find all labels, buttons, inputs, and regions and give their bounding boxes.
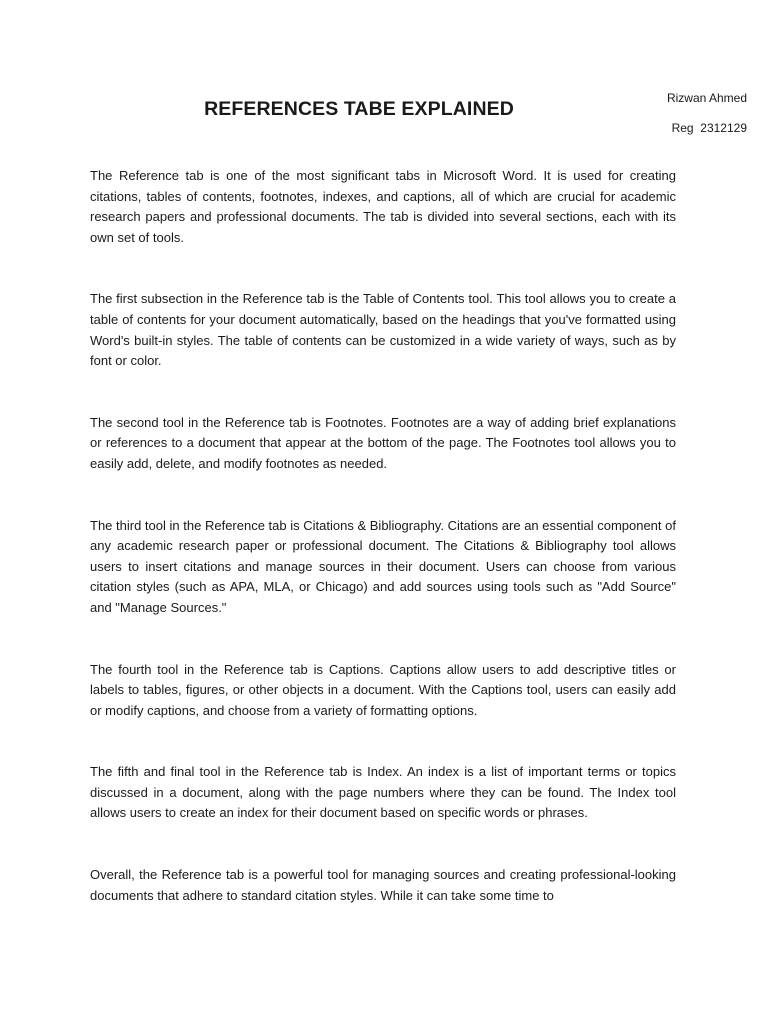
- author-name: Rizwan Ahmed: [666, 91, 747, 105]
- paragraph-overall: Overall, the Reference tab is a powerful tool for managing sources and creating professional-looking documents that adhere to standard citation styles. While it can take some time to: [90, 867, 676, 903]
- document-title: REFERENCES TABE EXPLAINED: [204, 98, 514, 120]
- paragraph-index: The fifth and final tool in the Reference tab is Index. An index is a list of important terms or topics discussed in a document, along with the page numbers where they can be found. The Index tool allows users to create an index for their document based on specific words or phrases.: [90, 764, 676, 821]
- paragraph-footnotes: The second tool in the Reference tab is Footnotes. Footnotes are a way of adding brief explanations or references to a document that appear at the bottom of the page. The Footnotes tool allows you to easily add, delete, and modify footnotes as needed.: [90, 414, 676, 471]
- paragraph-intro: The Reference tab is one of the most significant tabs in Microsoft Word. It is used for creating citations, tables of contents, footnotes, indexes, and captions, all of which are crucial for academic research papers and professional documents. The tab is divided into several sections, each with its own set of tools.: [90, 168, 676, 245]
- document-body: [90, 166, 676, 947]
- paragraph-table-of-contents: The first subsection in the Reference tab is the Table of Contents tool. This tool allows you to create a table of contents for your document automatically, based on the headings that you've formatted using Word's built-in styles. The table of contents can be customized in a wide variety of ways, such as by font or color.: [90, 291, 676, 369]
- paragraph-citations: The third tool in the Reference tab is Citations & Bibliography. Citations are an essential component of any academic research paper or professional document. The Citations & Bibliography tool allows users to insert citations and manage sources in their document. Users can choose from various citation styles (such as APA, MLA, or Chicago) and add sources using tools such as "Add Source" and "Manage Sources.": [90, 517, 676, 615]
- registration-number: Reg 2312129: [671, 121, 747, 135]
- paragraph-captions: The fourth tool in the Reference tab is Captions. Captions allow users to add descriptive titles or labels to tables, figures, or other objects in a document. With the Captions tool, users can easily add or modify captions, and choose from a variety of formatting options.: [90, 661, 676, 718]
